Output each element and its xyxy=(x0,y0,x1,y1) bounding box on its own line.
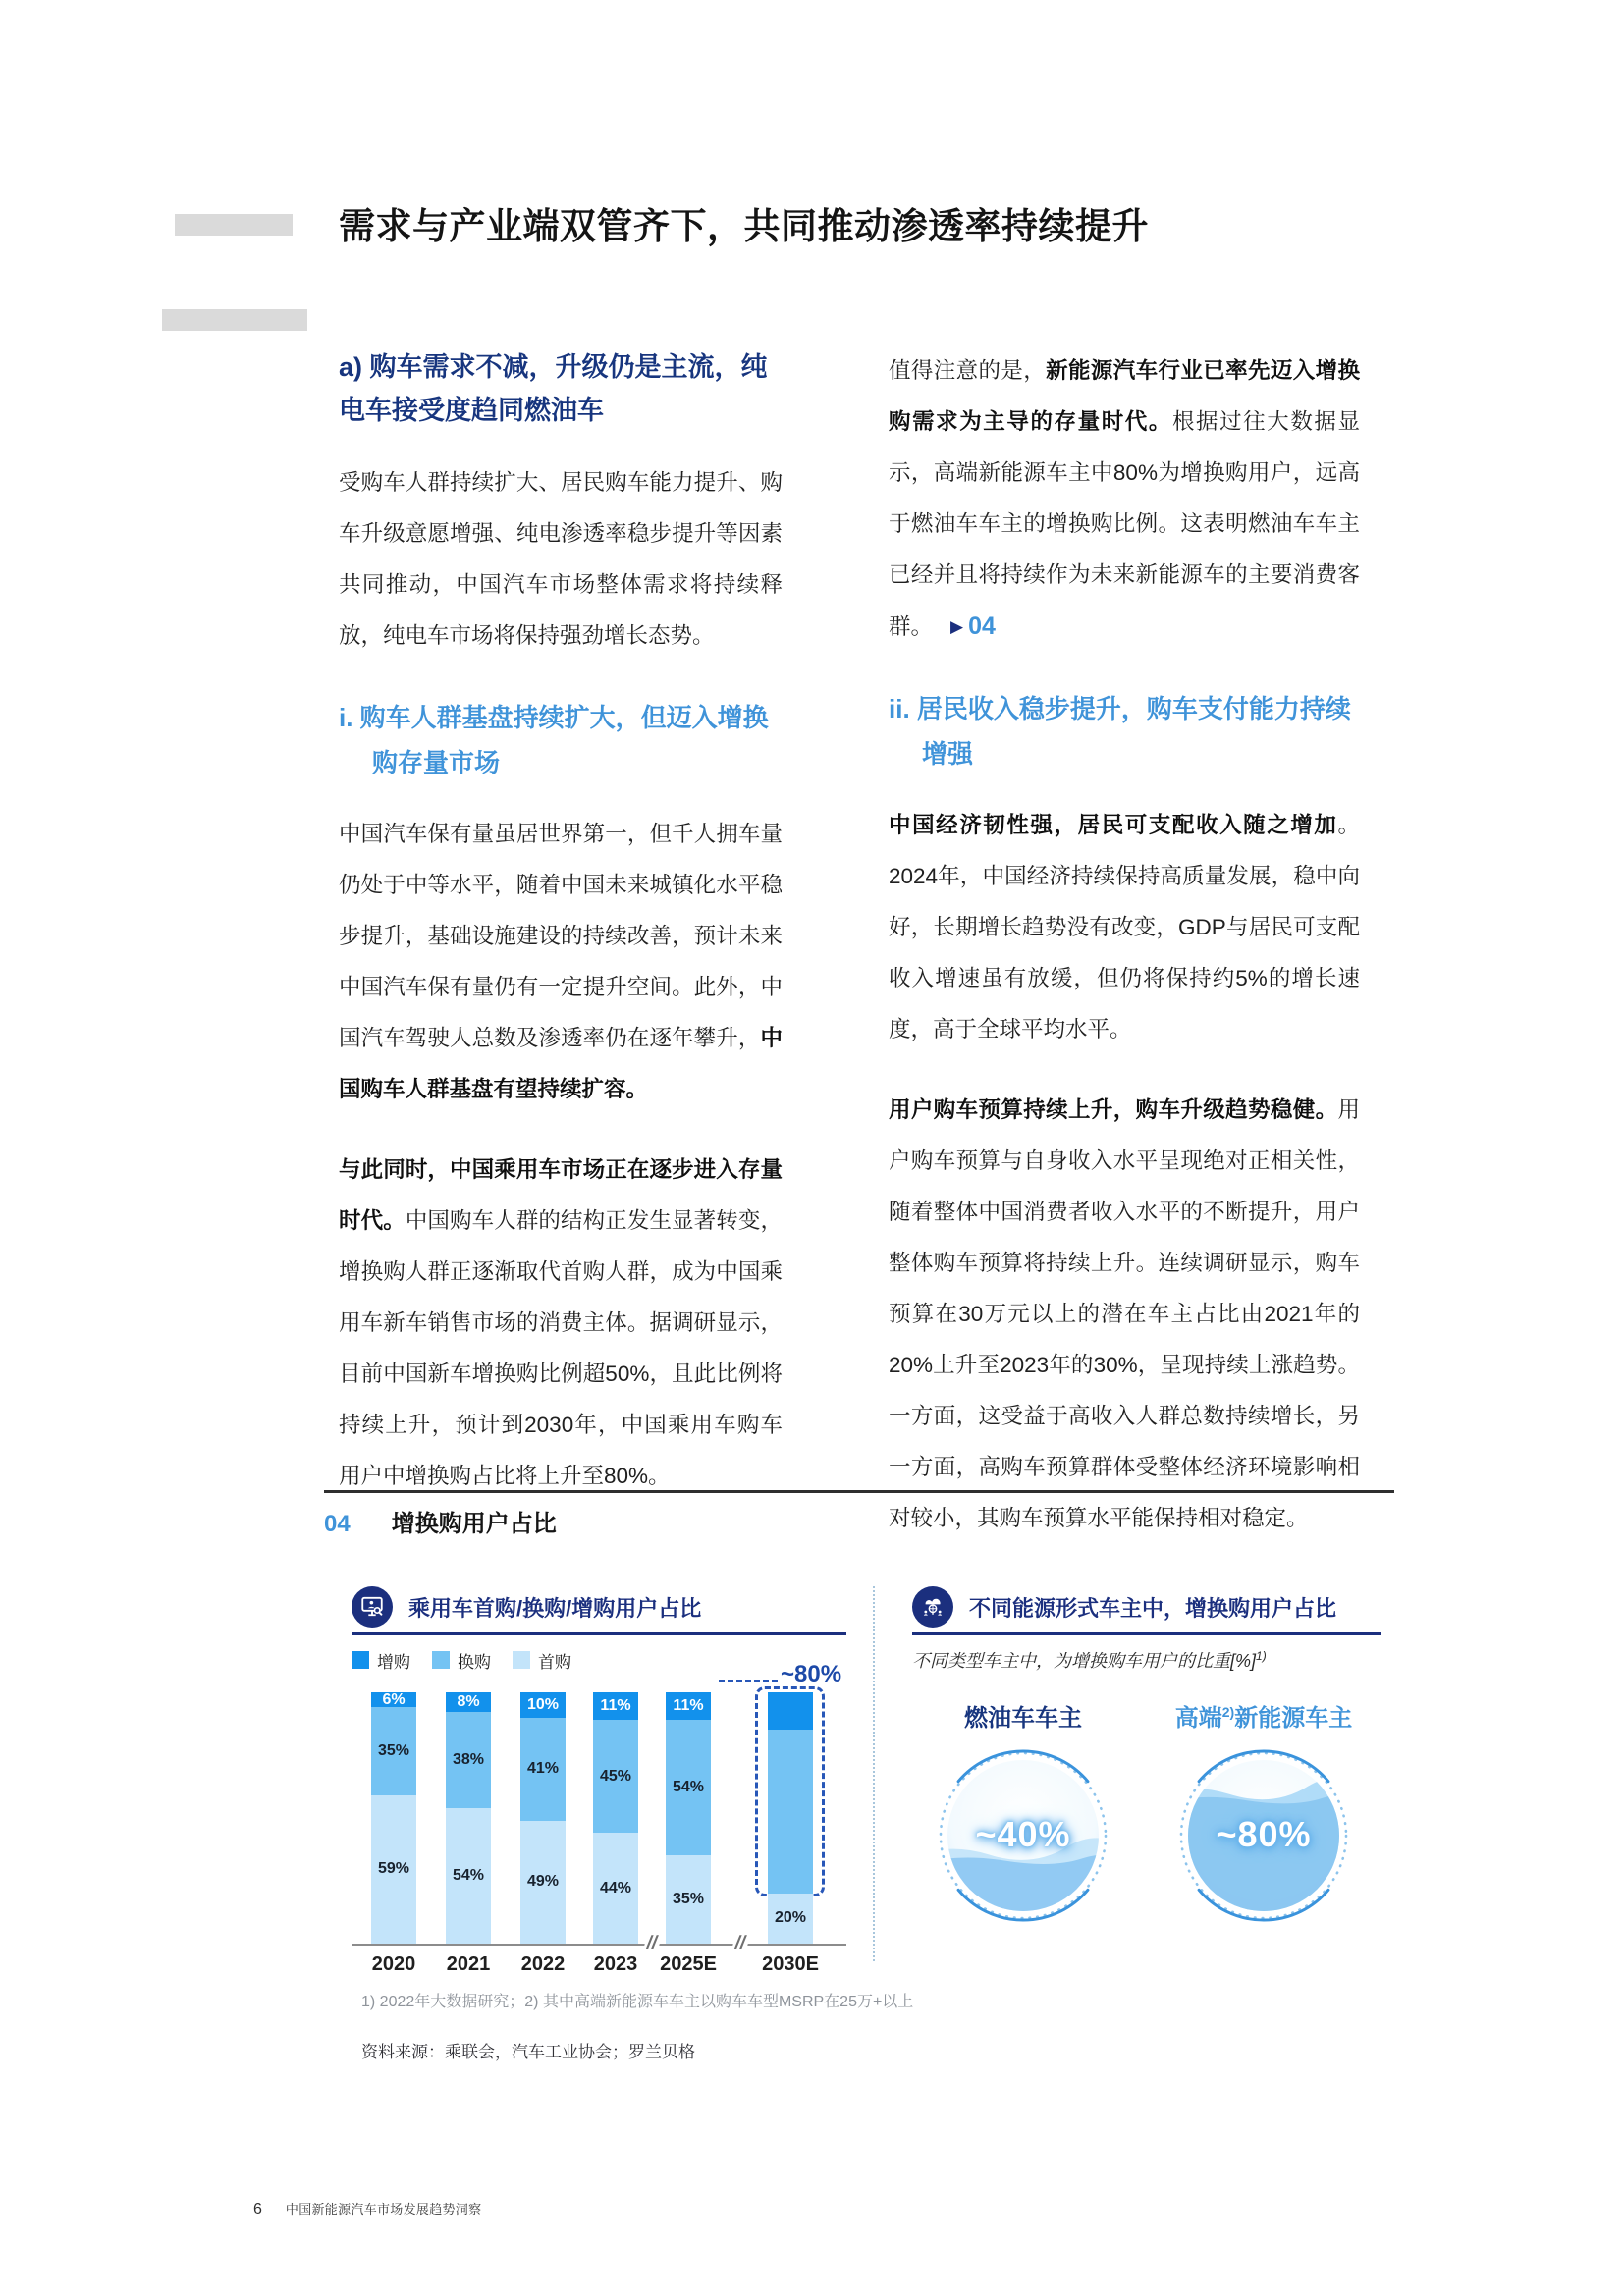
legend-item xyxy=(432,1648,491,1673)
paragraph-a1 xyxy=(339,457,783,662)
fuel-owner-share-value: ~40% xyxy=(975,1814,1071,1854)
panel-title-underline xyxy=(912,1632,1381,1635)
legend-item xyxy=(513,1648,571,1673)
figure-footnote: 1) 2022年大数据研究；2) 其中高端新能源车车主以购车车型MSRP在25万+以上 xyxy=(361,1994,914,2010)
legend-swatch xyxy=(352,1651,369,1669)
x-axis-label-2030E: 2030E xyxy=(762,1953,819,1975)
annotation-leader-line xyxy=(719,1680,778,1682)
bar-value-label: 49% xyxy=(526,1873,560,1891)
bar-value-label: 35% xyxy=(377,1742,410,1760)
bar-value-label: 41% xyxy=(526,1760,560,1778)
bar-segment-换购 xyxy=(593,1720,638,1833)
page-number: 6 xyxy=(253,2201,262,2217)
paragraph-text: 中国汽车保有量虽居世界第一，但千人拥车量仍处于中等水平，随着中国未来城镇化水平稳步提升，基础设施建设的持续改善，预计未来中国汽车保有量仍有一定提升空间。此外，中国汽车驾驶人总数及渗透率仍在逐年攀升， xyxy=(339,822,783,1050)
x-axis-label-2022: 2022 xyxy=(520,1953,566,1975)
figure-04-reference[interactable] xyxy=(950,614,996,639)
figure-source: 资料来源：乘联会，汽车工业协会；罗兰贝格 xyxy=(361,2043,695,2061)
legend-label: 增购 xyxy=(377,1652,410,1672)
subtitle-footnote-mark: 1) xyxy=(1256,1649,1267,1663)
panel-bar-chart xyxy=(352,1584,846,1975)
bar-segment-首购 xyxy=(666,1855,711,1944)
bar-value-label: 10% xyxy=(526,1695,560,1713)
decor-bar-top xyxy=(175,214,293,236)
bar-segment-增购 xyxy=(666,1692,711,1720)
bar-segment-换购 xyxy=(520,1718,566,1821)
section-a-heading: a) 购车需求不减，升级仍是主流，纯电车接受度趋同燃油车 xyxy=(339,352,768,425)
group-label-nev-owners xyxy=(1175,1698,1352,1733)
bar-segment-增购 xyxy=(446,1692,491,1712)
bar-2021 xyxy=(446,1692,491,1944)
panel-separator xyxy=(873,1586,875,1961)
bar-value-label: 8% xyxy=(457,1693,480,1711)
paragraph-bold-text: 中国经济韧性强，居民可支配收入随之增加 xyxy=(889,813,1338,837)
bar-segment-换购 xyxy=(371,1707,416,1795)
section-i-heading xyxy=(339,695,783,785)
bar-2020 xyxy=(371,1692,416,1944)
panel-header xyxy=(352,1584,846,1629)
bar-segment-增购 xyxy=(371,1692,416,1707)
panel-title: 不同能源形式车主中，增换购用户占比 xyxy=(969,1595,1337,1621)
paragraph-text: 中国购车人群的结构正发生显著转变，增换购人群正逐渐取代首购人群，成为中国乘用车新车销售市场的消费主体。据调研显示，目前中国新车增换购比例超50%，且此比例将持续上升，预计到2030年，中国乘用车购车用户中增换购占比将上升至80%。 xyxy=(339,1208,783,1488)
legend-swatch xyxy=(432,1651,450,1669)
label-text: 新能源车主 xyxy=(1234,1705,1353,1732)
paragraph-text: 根据过往大数据显示，高端新能源车主中80%为增换购用户，远高于燃油车车主的增换购比例。这表明燃油车车主已经并且将持续作为未来新能源车的主要消费客群。 xyxy=(889,409,1360,639)
water-ball-nev xyxy=(1175,1747,1352,1924)
bar-value-label: 11% xyxy=(600,1697,631,1715)
bar-value-label: 59% xyxy=(377,1860,410,1878)
bar-value-label: 45% xyxy=(599,1767,632,1785)
bar-segment-换购 xyxy=(666,1720,711,1855)
panel-subtitle xyxy=(912,1647,1381,1673)
paragraph-bold-text: 与此同时，中国乘用车市场正在逐步进入存量时代。 xyxy=(339,1157,783,1233)
bar-value-label: 54% xyxy=(452,1866,485,1884)
label-footnote-mark: 2) xyxy=(1221,1704,1235,1720)
paragraph-r3 xyxy=(889,1085,1360,1544)
bar-value-label: 54% xyxy=(672,1779,705,1796)
bar-segment-换购 xyxy=(768,1730,813,1893)
group-label-fuel-owners: 燃油车车主 xyxy=(964,1705,1082,1732)
section-ii-heading xyxy=(889,686,1360,776)
bar-segment-首购 xyxy=(371,1795,416,1944)
heading-text: i. 购车人群基盘持续扩大，但迈入增换购存量市场 xyxy=(339,703,769,777)
legend-swatch xyxy=(513,1651,530,1669)
axis-break-icon: // xyxy=(731,1932,750,1955)
legend-item xyxy=(352,1648,410,1673)
bar-segment-首购 xyxy=(593,1833,638,1944)
paragraph-text: 受购车人群持续扩大、居民购车能力提升、购车升级意愿增强、纯电渗透率稳步提升等因素共同推动，中国汽车市场整体需求将持续释放，纯电车市场将保持强劲增长态势。 xyxy=(339,470,783,648)
axis-break-icon: // xyxy=(642,1932,662,1955)
paragraph-r2 xyxy=(889,800,1360,1055)
subtitle-text: 不同类型车主中，为增换购车用户的比重[%] xyxy=(912,1651,1257,1671)
panel-header xyxy=(912,1584,1381,1629)
bar-segment-增购 xyxy=(593,1692,638,1720)
x-axis-label-2020: 2020 xyxy=(371,1953,416,1975)
paragraph-i1 xyxy=(339,809,783,1115)
bar-value-label: 6% xyxy=(382,1690,406,1708)
legend xyxy=(352,1649,846,1671)
bar-value-label: 20% xyxy=(774,1909,807,1927)
bar-2030E xyxy=(768,1692,813,1944)
bar-value-label: 35% xyxy=(672,1891,705,1908)
label-text: 高端 xyxy=(1174,1705,1222,1732)
water-ball-fuel xyxy=(935,1747,1111,1924)
bar-2025E xyxy=(666,1692,711,1944)
bar-value-label: 38% xyxy=(452,1751,485,1769)
heading-text: ii. 居民收入稳步提升，购车支付能力持续增强 xyxy=(889,694,1351,769)
paragraph-i2 xyxy=(339,1145,783,1502)
figure-divider xyxy=(324,1490,1394,1493)
paragraph-text: 值得注意的是， xyxy=(889,358,1047,383)
paragraph-text: 用户购车预算与自身收入水平呈现绝对正相关性，随着整体中国消费者收入水平的不断提升，用户整体购车预算将持续上升。连续调研显示，购车预算在30万元以上的潜在车主占比由2021年的20%上升至2023年的30%，呈现持续上涨趋势。一方面，这受益于高收入人群总数持续增长，另一方面，高购车预算群体受整体经济环境影响相对较小，其购车预算水平能保持相对稳定。 xyxy=(889,1097,1360,1530)
figure-header xyxy=(324,1504,557,1538)
paragraph-text: 。2024年，中国经济持续保持高质量发展，稳中向好，长期增长趋势没有改变，GDP与居民可支配收入增速虽有放缓，但仍将保持约5%的增长速度，高于全球平均水平。 xyxy=(889,813,1360,1041)
bar-segment-首购 xyxy=(446,1808,491,1944)
x-axis-label-2023: 2023 xyxy=(593,1953,638,1975)
legend-label: 首购 xyxy=(538,1652,571,1672)
bar-segment-换购 xyxy=(446,1712,491,1807)
bar-2023 xyxy=(593,1692,638,1944)
bar-value-label: 11% xyxy=(673,1697,704,1715)
paragraph-bold-text: 新能源汽车行业已率先迈入增换购需求为主导的存量时代。 xyxy=(889,358,1360,434)
left-column xyxy=(339,346,783,1531)
paragraph-bold-text: 中国购车人群基盘有望持续扩容。 xyxy=(339,1026,783,1101)
x-axis-label-2021: 2021 xyxy=(446,1953,491,1975)
paragraph-bold-text: 用户购车预算持续上升，购车升级趋势稳健。 xyxy=(889,1097,1338,1122)
page-title: 需求与产业端双管齐下，共同推动渗透率持续提升 xyxy=(339,206,1149,246)
bar-segment-首购 xyxy=(768,1894,813,1944)
x-axis-label-2025E: 2025E xyxy=(660,1953,717,1975)
panel-owner-comparison xyxy=(912,1584,1381,1854)
cloud-network-car-icon xyxy=(912,1586,953,1628)
annotation-80pct: ~80% xyxy=(781,1661,842,1687)
monitor-research-icon xyxy=(352,1586,393,1628)
triangle-icon: ▶ xyxy=(950,617,964,636)
right-column xyxy=(889,346,1360,1574)
panel-title: 乘用车首购/换购/增购用户占比 xyxy=(408,1595,702,1621)
paragraph-r1 xyxy=(889,346,1360,653)
bar-segment-增购 xyxy=(520,1692,566,1718)
panel-title-underline xyxy=(352,1632,846,1635)
legend-label: 换购 xyxy=(458,1652,491,1672)
figure-number: 04 xyxy=(324,1511,351,1537)
figure-title: 增换购用户占比 xyxy=(391,1511,557,1537)
bar-segment-增购 xyxy=(768,1692,813,1730)
bar-2022 xyxy=(520,1692,566,1944)
decor-bar-bottom xyxy=(162,309,307,331)
figure-ref-number: 04 xyxy=(968,613,996,640)
nev-owner-share-value: ~80% xyxy=(1216,1814,1312,1854)
page-footer xyxy=(253,2199,481,2218)
bar-value-label: 44% xyxy=(599,1879,632,1896)
booklet-title: 中国新能源汽车市场发展趋势洞察 xyxy=(285,2202,482,2216)
bar-segment-首购 xyxy=(520,1821,566,1944)
